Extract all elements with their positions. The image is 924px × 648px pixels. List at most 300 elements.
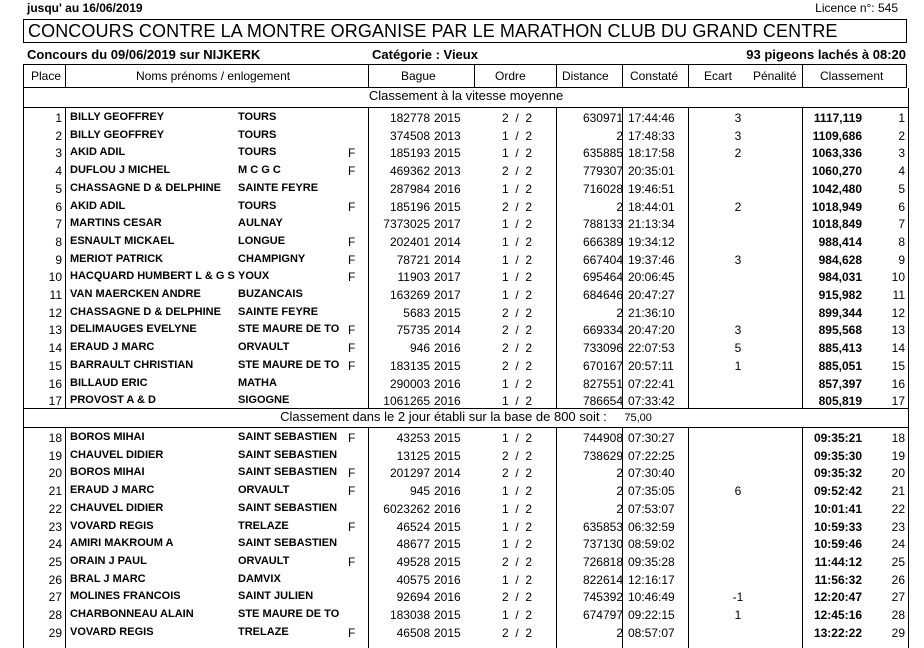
table-row (24, 109, 908, 127)
distance-cell: 827551 (582, 376, 623, 391)
place-cell: 22 (48, 501, 62, 516)
rank-cell: 15 (891, 358, 905, 373)
table-row (24, 624, 908, 642)
city-cell: TRELAZE (238, 625, 289, 638)
classement-cell: 10:59:33 (813, 519, 862, 534)
rank-cell: 3 (898, 146, 905, 161)
table-row (24, 321, 908, 339)
city-cell: ORVAULT (238, 484, 290, 497)
section-2jour-base: 75,00 (624, 412, 652, 424)
classement-cell: 12:45:16 (813, 608, 862, 622)
ordre-cell: 1 / 2 (502, 394, 533, 409)
distance-cell: 744908 (582, 431, 623, 445)
distance-cell: 726818 (582, 554, 623, 569)
bague-cell: 49528 (396, 554, 430, 569)
classement-cell: 10:01:41 (813, 501, 862, 516)
table-row (24, 304, 908, 322)
bague-cell: 374508 (389, 128, 430, 143)
city-cell: SAINT SEBASTIEN (238, 448, 338, 461)
table-row (24, 162, 908, 180)
name-cell: AMIRI MAKROUM A (70, 537, 174, 550)
city-cell: YOUX (238, 270, 270, 283)
name-cell: CHARBONNEAU ALAIN (70, 608, 194, 620)
city-cell: SAINT SEBASTIEN (238, 431, 338, 443)
rank-cell: 10 (891, 270, 905, 285)
ordre-cell: 2 / 2 (502, 590, 533, 605)
distance-cell: 695464 (582, 270, 623, 285)
constate-cell: 07:33:42 (628, 394, 675, 409)
place-cell: 13 (48, 323, 62, 338)
distance-cell: 822614 (582, 572, 623, 587)
constate-cell: 22:07:53 (628, 341, 675, 356)
section-2jour-text: Classement dans le 2 jour établi sur la base de 800 soit : (280, 409, 607, 424)
bague-cell: 182778 (389, 111, 430, 125)
sex-cell: F (348, 199, 356, 214)
name-cell: ERAUD J MARC (70, 484, 155, 497)
table-row (24, 286, 908, 304)
year-cell: 2016 (434, 501, 461, 516)
year-cell: 2016 (434, 181, 461, 196)
constate-cell: 09:35:28 (628, 554, 675, 569)
table-row (24, 357, 908, 375)
sex-cell: F (348, 466, 356, 481)
year-cell: 2017 (434, 270, 461, 285)
classement-cell: 805,819 (818, 394, 862, 409)
rank-cell: 5 (898, 181, 905, 196)
year-cell: 2015 (434, 608, 461, 622)
table-row (24, 144, 908, 162)
col-penalite: Pénalité (753, 69, 797, 83)
constate-cell: 07:22:25 (628, 448, 675, 463)
classement-cell: 10:59:46 (813, 537, 862, 552)
place-cell: 1 (55, 111, 62, 125)
classement-cell: 984,628 (818, 252, 862, 267)
classement-cell: 09:35:30 (813, 448, 862, 463)
col-bague: Bague (401, 69, 436, 83)
bague-cell: 46508 (396, 625, 430, 640)
city-cell: DAMVIX (238, 572, 281, 585)
bague-cell: 946 (409, 341, 430, 356)
table-row (24, 447, 908, 465)
constate-cell: 12:16:17 (628, 572, 675, 587)
constate-cell: 18:44:01 (628, 199, 675, 214)
constate-cell: 17:44:46 (628, 111, 675, 125)
classement-cell: 1042,480 (811, 181, 862, 196)
classement-cell: 12:20:47 (813, 590, 862, 605)
name-cell: CHASSAGNE D & DELPHINE (70, 305, 221, 318)
ordre-cell: 1 / 2 (502, 501, 533, 516)
rank-cell: 25 (891, 554, 905, 569)
bague-cell: 945 (409, 484, 430, 499)
distance-cell: 788133 (582, 217, 623, 232)
year-cell: 2015 (434, 305, 461, 320)
classement-cell: 1018,949 (811, 199, 862, 214)
col-noms: Noms prénoms / enlogement (136, 69, 291, 83)
year-cell: 2015 (434, 448, 461, 463)
rank-cell: 9 (898, 252, 905, 267)
rank-cell: 24 (891, 537, 905, 552)
bague-cell: 185196 (389, 199, 430, 214)
ordre-cell: 1 / 2 (502, 252, 533, 267)
distance-cell: 733096 (582, 341, 623, 356)
place-cell: 15 (48, 358, 62, 373)
place-cell: 19 (48, 448, 62, 463)
ecart-cell: 1 (734, 608, 742, 622)
constate-cell: 07:53:07 (628, 501, 675, 516)
rank-cell: 21 (891, 484, 905, 499)
rank-cell: 13 (891, 323, 905, 338)
distance-cell: 635885 (582, 146, 623, 161)
name-cell: BILLY GEOFFREY (70, 111, 165, 123)
section-vitesse-title: Classement à la vitesse moyenne (24, 88, 908, 108)
city-cell: ORVAULT (238, 554, 290, 567)
bague-cell: 201297 (389, 466, 430, 481)
constate-cell: 07:35:05 (628, 484, 675, 499)
city-cell: SAINTE FEYRE (238, 181, 319, 194)
col-constate: Constaté (630, 69, 679, 83)
licence-number: Licence n°: 545 (815, 1, 898, 15)
distance-cell: 2 (616, 199, 623, 214)
rank-cell: 2 (898, 128, 905, 143)
city-cell: SIGOGNE (238, 394, 290, 407)
constate-cell: 19:34:12 (628, 234, 675, 249)
place-cell: 5 (55, 181, 62, 196)
table-row (24, 339, 908, 357)
place-cell: 23 (48, 519, 62, 534)
ordre-cell: 2 / 2 (502, 199, 533, 214)
bague-cell: 183135 (389, 358, 430, 373)
year-cell: 2015 (434, 537, 461, 552)
ordre-cell: 2 / 2 (502, 358, 533, 373)
ordre-cell: 1 / 2 (502, 217, 533, 232)
year-cell: 2013 (434, 164, 461, 179)
classement-cell: 1063,336 (811, 146, 862, 161)
table-row (24, 588, 908, 606)
ordre-cell: 2 / 2 (502, 554, 533, 569)
constate-cell: 09:22:15 (628, 608, 675, 622)
classement-cell: 885,051 (818, 358, 862, 373)
place-cell: 21 (48, 484, 62, 499)
ordre-cell: 2 / 2 (502, 625, 533, 640)
name-cell: BILLAUD ERIC (70, 376, 148, 389)
constate-cell: 08:59:02 (628, 537, 675, 552)
sex-cell: F (348, 252, 356, 267)
name-cell: CHAUVEL DIDIER (70, 448, 164, 461)
ordre-cell: 2 / 2 (502, 466, 533, 481)
ordre-cell: 2 / 2 (502, 341, 533, 356)
name-cell: VAN MAERCKEN ANDRE (70, 288, 201, 300)
name-cell: BILLY GEOFFREY (70, 128, 165, 141)
classement-cell: 984,031 (818, 270, 862, 285)
name-cell: ESNAULT MICKAEL (70, 234, 175, 247)
table-row (24, 251, 908, 269)
year-cell: 2014 (434, 323, 461, 338)
ordre-cell: 1 / 2 (502, 376, 533, 391)
table-row (24, 233, 908, 251)
name-cell: CHASSAGNE D & DELPHINE (70, 181, 221, 194)
city-cell: LONGUE (238, 234, 286, 247)
place-cell: 8 (55, 234, 62, 249)
bague-cell: 287984 (389, 181, 430, 196)
rank-cell: 6 (898, 199, 905, 214)
table-row (24, 606, 908, 624)
year-cell: 2015 (434, 519, 461, 534)
ecart-cell: 2 (734, 146, 742, 161)
city-cell: STE MAURE DE TO (238, 323, 340, 336)
ordre-cell: 1 / 2 (502, 128, 533, 143)
name-cell: DELIMAUGES EVELYNE (70, 323, 197, 336)
rank-cell: 11 (892, 288, 905, 302)
constate-cell: 17:48:33 (628, 128, 675, 143)
year-cell: 2015 (434, 358, 461, 373)
table-row (24, 518, 908, 536)
name-cell: DUFLOU J MICHEL (70, 164, 171, 177)
year-cell: 2016 (434, 590, 461, 605)
col-place: Place (31, 69, 62, 83)
ordre-cell: 1 / 2 (502, 234, 533, 249)
constate-cell: 21:36:10 (628, 305, 675, 320)
place-cell: 3 (55, 146, 62, 161)
table-row (24, 535, 908, 553)
table-row (24, 571, 908, 589)
year-cell: 2015 (434, 111, 461, 125)
year-cell: 2014 (434, 234, 461, 249)
table-row (24, 268, 908, 286)
distance-cell: 779307 (582, 164, 623, 179)
ecart-cell: 6 (734, 484, 742, 499)
bague-cell: 78721 (396, 252, 430, 267)
place-cell: 25 (48, 554, 62, 569)
name-cell: VOVARD REGIS (70, 625, 154, 638)
table-row (24, 553, 908, 571)
constate-cell: 08:57:07 (628, 625, 675, 640)
year-cell: 2016 (434, 376, 461, 391)
rank-cell: 1 (898, 111, 905, 125)
place-cell: 2 (55, 128, 62, 143)
city-cell: TOURS (238, 146, 277, 159)
ecart-cell: 2 (734, 199, 742, 214)
classement-cell: 11:44:12 (814, 554, 862, 569)
classement-cell: 915,982 (818, 288, 862, 302)
bague-cell: 7373025 (383, 217, 430, 232)
rank-cell: 27 (891, 590, 905, 605)
constate-cell: 21:13:34 (628, 217, 675, 232)
distance-cell: 666389 (582, 234, 623, 249)
distance-cell: 2 (616, 625, 623, 640)
name-cell: PROVOST A & D (70, 394, 156, 407)
place-cell: 4 (55, 164, 62, 179)
ecart-cell: 3 (734, 252, 742, 267)
city-cell: TOURS (238, 111, 277, 123)
year-cell: 2015 (434, 554, 461, 569)
city-cell: SAINT JULIEN (238, 590, 314, 603)
ecart-cell: 3 (734, 323, 742, 338)
ecart-cell: 3 (734, 128, 742, 143)
ecart-cell: 1 (734, 358, 742, 373)
classement-cell: 11:56:32 (814, 572, 862, 587)
table-row (24, 215, 908, 233)
distance-cell: 716028 (582, 181, 623, 196)
ordre-cell: 2 / 2 (502, 448, 533, 463)
place-cell: 27 (48, 590, 62, 605)
classement-cell: 895,568 (818, 323, 862, 338)
ordre-cell: 1 / 2 (502, 288, 533, 302)
year-cell: 2015 (434, 199, 461, 214)
distance-cell: 2 (616, 128, 623, 143)
place-cell: 10 (48, 270, 62, 285)
city-cell: CHAMPIGNY (238, 252, 306, 265)
table-row (24, 375, 908, 393)
classement-cell: 899,344 (818, 305, 862, 320)
bague-cell: 1061265 (383, 394, 430, 409)
column-header-row (23, 64, 907, 88)
section-2jour-title (24, 408, 908, 428)
year-cell: 2014 (434, 466, 461, 481)
place-cell: 26 (48, 572, 62, 587)
ordre-cell: 1 / 2 (502, 572, 533, 587)
distance-cell: 2 (616, 484, 623, 499)
constate-cell: 10:46:49 (628, 590, 675, 605)
place-cell: 14 (48, 341, 62, 356)
constate-cell: 19:37:46 (628, 252, 675, 267)
sex-cell: F (348, 431, 356, 445)
place-cell: 11 (49, 288, 62, 302)
year-cell: 2016 (434, 341, 461, 356)
col-distance: Distance (562, 69, 609, 83)
rank-cell: 26 (891, 572, 905, 587)
year-cell: 2015 (434, 146, 461, 161)
name-cell: MERIOT PATRICK (70, 252, 164, 265)
rank-cell: 4 (898, 164, 905, 179)
name-cell: CHAUVEL DIDIER (70, 501, 164, 514)
ordre-cell: 1 / 2 (502, 519, 533, 534)
city-cell: SAINTE FEYRE (238, 305, 319, 318)
ordre-cell: 1 / 2 (502, 270, 533, 285)
ordre-cell: 2 / 2 (502, 164, 533, 179)
col-ecart: Ecart (704, 69, 733, 83)
classement-cell: 1018,849 (811, 217, 862, 232)
sex-cell: F (348, 146, 356, 161)
constate-cell: 07:22:41 (628, 376, 675, 391)
table-row (24, 392, 908, 410)
year-cell: 2016 (434, 572, 461, 587)
constate-cell: 06:32:59 (628, 519, 675, 534)
distance-cell: 669334 (582, 323, 623, 338)
rank-cell: 29 (891, 625, 905, 640)
date-line: jusqu' au 16/06/2019 (27, 1, 143, 15)
table-row (24, 429, 908, 447)
distance-cell: 670167 (582, 358, 623, 373)
place-cell: 24 (48, 537, 62, 552)
city-cell: SAINT SEBASTIEN (238, 537, 338, 550)
category-info: Catégorie : Vieux (372, 47, 478, 62)
place-cell: 16 (48, 376, 62, 391)
city-cell: SAINT SEBASTIEN (238, 466, 338, 479)
rank-cell: 7 (898, 217, 905, 232)
ecart-cell: 5 (734, 341, 742, 356)
results-table (23, 88, 909, 648)
rank-cell: 17 (891, 394, 905, 409)
ordre-cell: 1 / 2 (502, 431, 533, 445)
bague-cell: 202401 (389, 234, 430, 249)
place-cell: 7 (55, 217, 62, 232)
rank-cell: 12 (891, 305, 905, 320)
bague-cell: 183038 (389, 608, 430, 622)
table-row (24, 180, 908, 198)
name-cell: MOLINES FRANCOIS (70, 590, 181, 603)
table-row (24, 127, 908, 145)
rank-cell: 18 (891, 431, 905, 445)
sex-cell: F (348, 484, 356, 499)
bague-cell: 46524 (396, 519, 430, 534)
concours-info: Concours du 09/06/2019 sur NIJKERK (27, 47, 261, 62)
classement-cell: 09:52:42 (813, 484, 862, 499)
place-cell: 17 (48, 394, 62, 409)
rank-cell: 14 (891, 341, 905, 356)
bague-cell: 469362 (389, 164, 430, 179)
constate-cell: 20:47:27 (628, 288, 675, 302)
distance-cell: 2 (616, 305, 623, 320)
classement-cell: 857,397 (818, 376, 862, 391)
distance-cell: 2 (616, 466, 623, 481)
sex-cell: F (348, 358, 356, 373)
year-cell: 2014 (434, 252, 461, 267)
classement-cell: 1109,686 (812, 128, 862, 143)
name-cell: VOVARD REGIS (70, 519, 154, 532)
table-row (24, 482, 908, 500)
distance-cell: 786654 (582, 394, 623, 409)
name-cell: HACQUARD HUMBERT L & G S (70, 270, 235, 283)
release-info: 93 pigeons lachés à 08:20 (746, 47, 906, 62)
ordre-cell: 1 / 2 (502, 484, 533, 499)
distance-cell: 2 (616, 501, 623, 516)
ecart-cell: 3 (734, 111, 742, 125)
constate-cell: 07:30:40 (628, 466, 675, 481)
year-cell: 2016 (434, 394, 461, 409)
sex-cell: F (348, 554, 356, 569)
rank-cell: 19 (891, 448, 905, 463)
distance-cell: 738629 (582, 448, 623, 463)
bague-cell: 163269 (389, 288, 430, 302)
constate-cell: 18:17:58 (628, 146, 675, 161)
city-cell: TOURS (238, 128, 277, 141)
city-cell: BUZANCAIS (238, 288, 303, 300)
place-cell: 12 (48, 305, 62, 320)
bague-cell: 75735 (396, 323, 430, 338)
place-cell: 6 (55, 199, 62, 214)
table-row (24, 198, 908, 216)
table-row (24, 464, 908, 482)
bague-cell: 43253 (396, 431, 430, 445)
name-cell: BOROS MIHAI (70, 431, 145, 443)
year-cell: 2013 (434, 128, 461, 143)
rank-cell: 23 (891, 519, 905, 534)
name-cell: MARTINS CESAR (70, 217, 162, 230)
constate-cell: 20:57:11 (628, 358, 674, 373)
city-cell: STE MAURE DE TO (238, 358, 340, 371)
name-cell: ERAUD J MARC (70, 341, 155, 354)
classement-cell: 1060,270 (811, 164, 862, 179)
year-cell: 2017 (434, 288, 461, 302)
rank-cell: 8 (898, 234, 905, 249)
sex-cell: F (348, 234, 356, 249)
col-ordre: Ordre (495, 69, 526, 83)
city-cell: TRELAZE (238, 519, 289, 532)
rank-cell: 22 (891, 501, 905, 516)
rank-cell: 16 (891, 376, 905, 391)
city-cell: TOURS (238, 199, 277, 212)
ordre-cell: 1 / 2 (502, 146, 533, 161)
